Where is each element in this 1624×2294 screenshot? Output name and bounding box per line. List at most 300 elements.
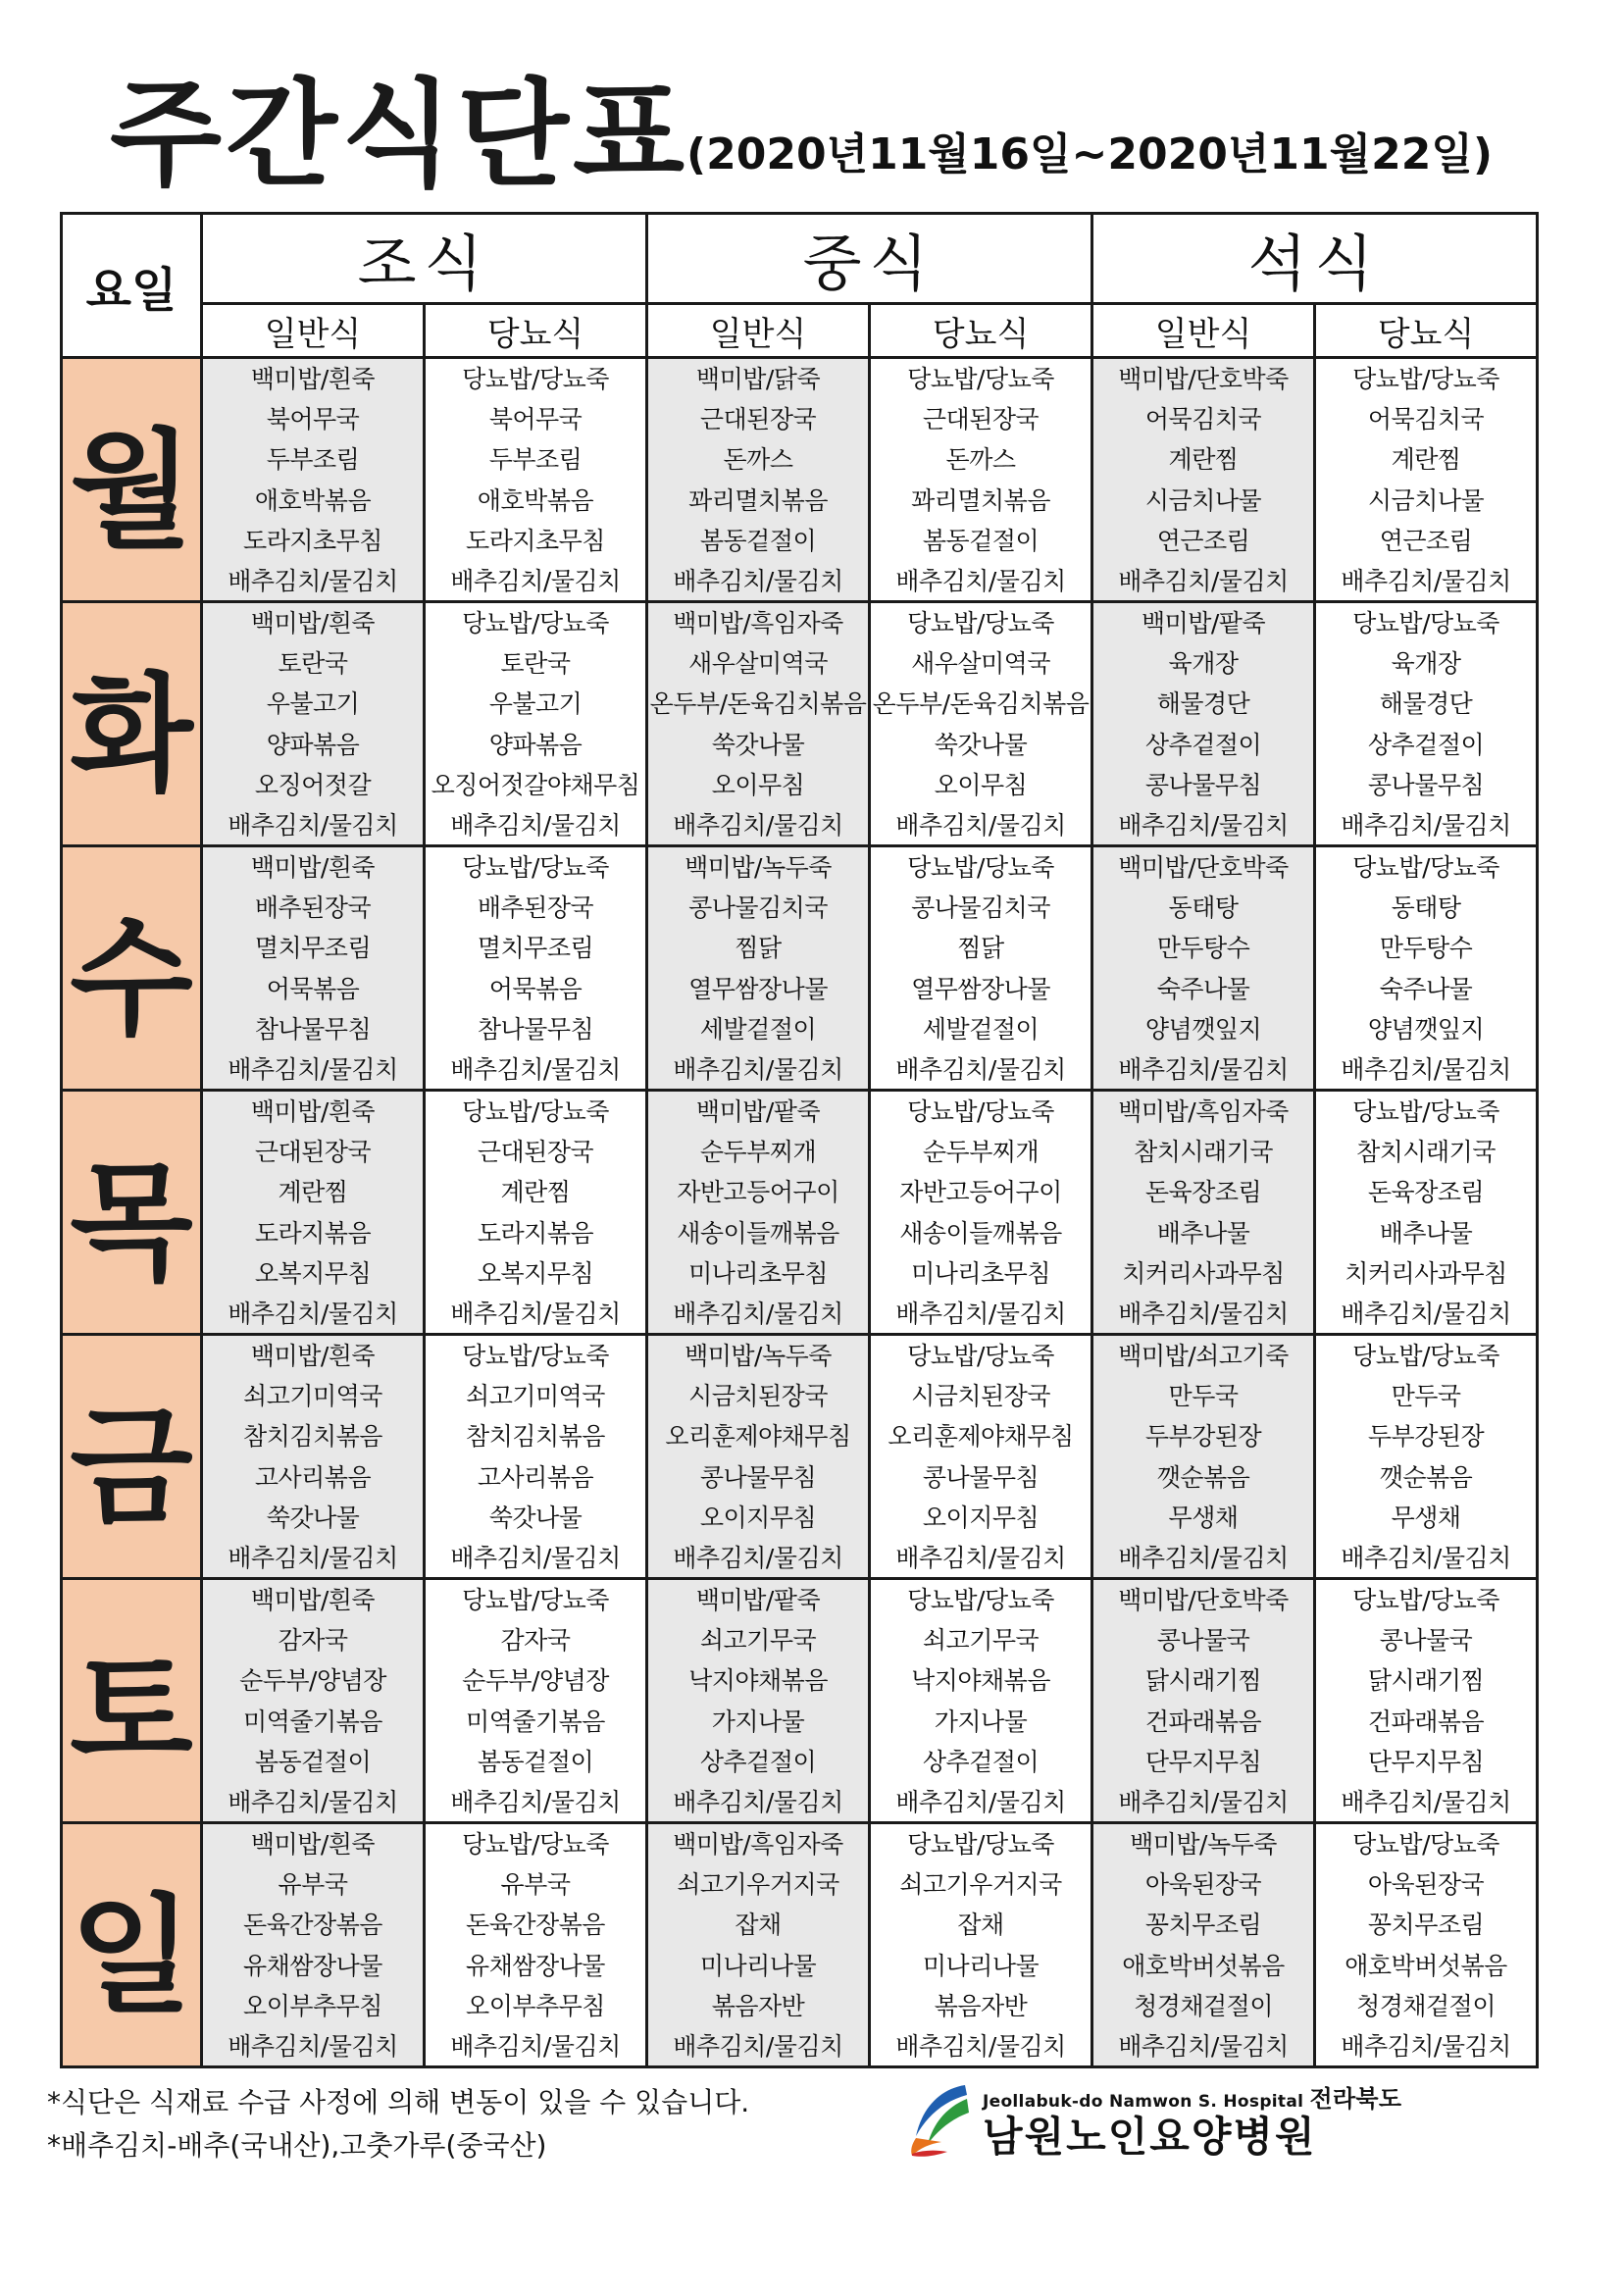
menu-cell	[647, 602, 870, 846]
menu-cell	[1092, 1579, 1315, 1823]
day-column-header: 요일	[62, 214, 202, 358]
menu-item: 돈까스	[945, 445, 1016, 475]
menu-cell	[425, 846, 647, 1091]
menu-item: 청경채겉절이	[1134, 1991, 1273, 2020]
menu-item: 백미밥/팥죽	[695, 1097, 821, 1126]
menu-item: 건파래볶음	[1144, 1707, 1262, 1736]
menu-item: 상추겉절이	[1367, 730, 1485, 759]
menu-item-list	[1316, 359, 1536, 600]
menu-item: 도라지볶음	[254, 1218, 372, 1248]
menu-item-list	[871, 1824, 1091, 2065]
menu-item: 찜닭	[957, 934, 1004, 963]
menu-item-list	[426, 1092, 645, 1333]
menu-item: 배추김치/물김치	[1341, 1299, 1511, 1328]
menu-cell	[647, 1335, 870, 1579]
menu-item: 오복지무침	[477, 1258, 594, 1288]
menu-cell	[1315, 1335, 1538, 1579]
menu-item: 아욱된장국	[1367, 1870, 1485, 1900]
diet-header-diabetic: 당뇨식	[425, 304, 647, 358]
menu-cell	[1315, 1091, 1538, 1335]
menu-item-list	[203, 603, 423, 844]
menu-item: 어묵볶음	[266, 974, 360, 1003]
menu-item-list	[648, 1092, 868, 1333]
menu-item: 당뇨밥/당뇨죽	[462, 1586, 609, 1614]
menu-item: 유채쌈장나물	[466, 1951, 605, 1980]
menu-item: 배추김치/물김치	[1118, 1543, 1289, 1572]
day-row	[62, 1823, 1538, 2067]
menu-cell	[1315, 846, 1538, 1091]
menu-item: 시금치나물	[1367, 485, 1485, 515]
menu-item: 두부강된장	[1144, 1422, 1262, 1452]
menu-item: 콩나물김치국	[688, 893, 828, 923]
menu-item: 순두부/양념장	[462, 1666, 609, 1696]
menu-cell	[425, 358, 647, 602]
menu-item: 돈까스	[723, 445, 793, 475]
menu-item: 만두국	[1391, 1382, 1461, 1411]
menu-item: 세발겉절이	[699, 1014, 817, 1044]
menu-item: 쇠고기미역국	[466, 1382, 605, 1411]
menu-cell	[202, 1335, 425, 1579]
menu-item: 배추김치/물김치	[673, 2031, 843, 2061]
menu-item: 백미밥/흑임자죽	[673, 1830, 843, 1859]
menu-item: 시금치된장국	[911, 1382, 1050, 1411]
menu-item: 배추김치/물김치	[1118, 810, 1289, 840]
menu-item: 배추김치/물김치	[228, 1299, 398, 1328]
menu-item: 새우살미역국	[911, 649, 1050, 679]
menu-item-list	[203, 1824, 423, 2065]
menu-item: 애호박볶음	[254, 485, 372, 515]
menu-item: 참나물무침	[477, 1014, 594, 1044]
menu-item: 두부조림	[488, 445, 583, 475]
menu-item: 단무지무침	[1144, 1747, 1262, 1776]
menu-item: 고사리볶음	[477, 1462, 594, 1492]
menu-item: 청경채겉절이	[1356, 1991, 1496, 2020]
menu-item: 애호박볶음	[477, 485, 594, 515]
menu-item-list	[1093, 1336, 1313, 1577]
day-label: 일	[62, 1823, 202, 2067]
menu-cell	[202, 1823, 425, 2067]
menu-item: 당뇨밥/당뇨죽	[1352, 1342, 1499, 1370]
logo-hospital-name: 남원노인요양병원	[983, 2113, 1317, 2161]
menu-item: 배추김치/물김치	[228, 1787, 398, 1816]
menu-item-list	[1093, 1824, 1313, 2065]
diet-header-general: 일반식	[1092, 304, 1315, 358]
menu-item: 배추김치/물김치	[895, 2031, 1066, 2061]
menu-item: 근대된장국	[477, 1138, 594, 1167]
diet-header-general: 일반식	[647, 304, 870, 358]
menu-item: 배추김치/물김치	[895, 1054, 1066, 1084]
menu-item-list	[203, 359, 423, 600]
menu-item: 당뇨밥/당뇨죽	[462, 853, 609, 882]
diet-header-diabetic: 당뇨식	[1315, 304, 1538, 358]
menu-item: 당뇨밥/당뇨죽	[462, 1830, 609, 1859]
menu-item: 당뇨밥/당뇨죽	[907, 365, 1054, 393]
menu-item: 새송이들깨볶음	[899, 1218, 1062, 1248]
day-label: 토	[62, 1579, 202, 1823]
menu-item: 동태탕	[1168, 893, 1239, 923]
menu-item: 배추김치/물김치	[895, 1787, 1066, 1816]
menu-item-list	[648, 603, 868, 844]
menu-item: 무생채	[1168, 1503, 1239, 1532]
menu-item: 배추김치/물김치	[1118, 1787, 1289, 1816]
logo-subtitle-kr: 전라북도	[1309, 2085, 1402, 2113]
day-label: 월	[62, 358, 202, 602]
menu-item: 배추김치/물김치	[673, 1299, 843, 1328]
menu-cell	[647, 358, 870, 602]
menu-cell	[202, 602, 425, 846]
menu-item: 당뇨밥/당뇨죽	[907, 1586, 1054, 1614]
menu-item: 양파볶음	[488, 730, 583, 759]
menu-item: 돈육장조림	[1367, 1178, 1485, 1207]
diet-header-general: 일반식	[202, 304, 425, 358]
menu-item: 미나리초무침	[911, 1258, 1050, 1288]
menu-item: 백미밥/단호박죽	[1118, 365, 1289, 393]
menu-item: 쇠고기무국	[922, 1626, 1040, 1656]
menu-cell	[870, 1335, 1092, 1579]
menu-item-list	[1316, 1580, 1536, 1821]
menu-item: 백미밥/녹두죽	[685, 1342, 832, 1370]
menu-item: 배추김치/물김치	[895, 1543, 1066, 1572]
logo-subtitle-en: Jeollabuk-do Namwon S. Hospital	[983, 2092, 1304, 2112]
menu-item-list	[1316, 1824, 1536, 2065]
menu-item: 열무쌈장나물	[688, 974, 828, 1003]
menu-item: 깻순볶음	[1156, 1462, 1250, 1492]
menu-item: 배추나물	[1379, 1218, 1473, 1248]
menu-item: 배추김치/물김치	[228, 566, 398, 595]
menu-item: 당뇨밥/당뇨죽	[1352, 609, 1499, 637]
menu-item: 봄동겉절이	[699, 526, 817, 555]
menu-cell	[870, 602, 1092, 846]
day-label: 수	[62, 846, 202, 1091]
menu-item: 찜닭	[735, 934, 782, 963]
menu-item: 배추김치/물김치	[673, 1543, 843, 1572]
menu-item: 배추나물	[1156, 1218, 1250, 1248]
menu-item: 숙주나물	[1156, 974, 1250, 1003]
menu-item: 미나리나물	[699, 1951, 817, 1980]
menu-item: 쇠고기우거지국	[899, 1870, 1062, 1900]
menu-cell	[425, 1579, 647, 1823]
menu-item: 순두부찌개	[699, 1138, 817, 1167]
menu-item: 배추김치/물김치	[895, 810, 1066, 840]
menu-item: 시금치된장국	[688, 1382, 828, 1411]
menu-item-list	[1093, 847, 1313, 1089]
menu-item: 우불고기	[488, 689, 583, 719]
menu-item: 당뇨밥/당뇨죽	[462, 365, 609, 393]
menu-item: 당뇨밥/당뇨죽	[1352, 365, 1499, 393]
menu-item: 북어무국	[488, 405, 583, 434]
title-row	[110, 67, 1522, 208]
menu-item: 배추김치/물김치	[450, 1054, 621, 1084]
menu-item: 오이무침	[711, 770, 805, 799]
menu-item: 백미밥/녹두죽	[1130, 1830, 1277, 1859]
menu-cell	[1315, 358, 1538, 602]
menu-item: 가지나물	[711, 1707, 805, 1736]
menu-item: 배추김치/물김치	[450, 566, 621, 595]
menu-item: 두부강된장	[1367, 1422, 1485, 1452]
menu-item: 자반고등어구이	[899, 1178, 1062, 1207]
menu-item-list	[426, 359, 645, 600]
menu-item: 당뇨밥/당뇨죽	[1352, 1586, 1499, 1614]
menu-item: 꽁치무조림	[1144, 1911, 1262, 1940]
menu-item: 배추김치/물김치	[895, 1299, 1066, 1328]
menu-cell	[425, 602, 647, 846]
menu-item-list	[1093, 1092, 1313, 1333]
menu-item: 백미밥/흰죽	[250, 853, 376, 882]
menu-item: 백미밥/팥죽	[1141, 609, 1266, 637]
menu-item: 배추김치/물김치	[450, 1787, 621, 1816]
meal-header-breakfast: 조식	[202, 214, 647, 304]
menu-item: 해물경단	[1379, 689, 1473, 719]
menu-item: 백미밥/팥죽	[695, 1586, 821, 1614]
menu-item: 쑥갓나물	[488, 1503, 583, 1532]
menu-item-list	[426, 1336, 645, 1577]
menu-item: 오복지무침	[254, 1258, 372, 1288]
menu-item-list	[871, 603, 1091, 844]
menu-item: 당뇨밥/당뇨죽	[907, 1342, 1054, 1370]
menu-item: 어묵김치국	[1144, 405, 1262, 434]
menu-item: 배추김치/물김치	[450, 2031, 621, 2061]
diet-header-diabetic: 당뇨식	[870, 304, 1092, 358]
day-label: 화	[62, 602, 202, 846]
menu-item: 쇠고기무국	[699, 1626, 817, 1656]
menu-item: 토란국	[278, 649, 348, 679]
menu-cell	[647, 846, 870, 1091]
menu-item: 돈육장조림	[1144, 1178, 1262, 1207]
menu-item: 쇠고기미역국	[243, 1382, 382, 1411]
menu-item: 콩나물무침	[1367, 770, 1485, 799]
menu-item: 근대된장국	[254, 1138, 372, 1167]
menu-item: 두부조림	[266, 445, 360, 475]
menu-item: 도라지초무침	[243, 526, 382, 555]
menu-item: 양념깻잎지	[1367, 1014, 1485, 1044]
menu-item: 배추김치/물김치	[450, 1543, 621, 1572]
menu-cell	[1315, 1579, 1538, 1823]
menu-item: 도라지볶음	[477, 1218, 594, 1248]
menu-item: 배추김치/물김치	[673, 810, 843, 840]
menu-item: 치커리사과무침	[1122, 1258, 1285, 1288]
menu-item: 육개장	[1391, 649, 1461, 679]
hospital-logo-mark-icon	[906, 2079, 977, 2158]
menu-item-list	[648, 1580, 868, 1821]
menu-cell	[1092, 602, 1315, 846]
menu-item: 꽈리멸치볶음	[688, 485, 828, 515]
menu-item: 아욱된장국	[1144, 1870, 1262, 1900]
menu-item: 배추김치/물김치	[1118, 1299, 1289, 1328]
menu-cell	[1092, 846, 1315, 1091]
menu-item: 배추김치/물김치	[1118, 2031, 1289, 2061]
menu-item-list	[871, 1092, 1091, 1333]
menu-item-list	[1093, 1580, 1313, 1821]
menu-item: 근대된장국	[922, 405, 1040, 434]
menu-item-list	[203, 1580, 423, 1821]
menu-item: 애호박버섯볶음	[1345, 1951, 1507, 1980]
menu-item-list	[1093, 603, 1313, 844]
menu-item: 배추김치/물김치	[228, 2031, 398, 2061]
menu-item: 감자국	[278, 1626, 348, 1656]
menu-item: 낙지야채볶음	[911, 1666, 1050, 1696]
menu-body	[62, 358, 1538, 2067]
menu-cell	[870, 846, 1092, 1091]
menu-item: 콩나물김치국	[911, 893, 1050, 923]
menu-item: 미역줄기볶음	[243, 1707, 382, 1736]
page-title: 주간식단표	[110, 67, 688, 202]
menu-cell	[870, 358, 1092, 602]
menu-item: 잡채	[957, 1911, 1004, 1940]
menu-item: 해물경단	[1156, 689, 1250, 719]
menu-item-list	[426, 847, 645, 1089]
menu-item: 잡채	[735, 1911, 782, 1940]
menu-item: 미나리나물	[922, 1951, 1040, 1980]
menu-item: 오이부추무침	[466, 1991, 605, 2020]
menu-item: 어묵김치국	[1367, 405, 1485, 434]
menu-item: 유부국	[500, 1870, 571, 1900]
menu-item: 계란찜	[500, 1178, 571, 1207]
menu-item: 배추김치/물김치	[228, 1543, 398, 1572]
menu-item: 순두부/양념장	[239, 1666, 386, 1696]
menu-item: 낙지야채볶음	[688, 1666, 828, 1696]
menu-item: 오이지무침	[922, 1503, 1040, 1532]
menu-item: 당뇨밥/당뇨죽	[907, 1097, 1054, 1126]
menu-item: 고사리볶음	[254, 1462, 372, 1492]
menu-item-list	[1316, 1092, 1536, 1333]
menu-cell	[647, 1579, 870, 1823]
menu-item: 우불고기	[266, 689, 360, 719]
menu-item: 만두국	[1168, 1382, 1239, 1411]
menu-item: 숙주나물	[1379, 974, 1473, 1003]
menu-item: 상추겉절이	[922, 1747, 1040, 1776]
footnote: *배추김치-배추(국내산),고춧가루(중국산)	[47, 2129, 547, 2162]
menu-item: 참치시래기국	[1356, 1138, 1496, 1167]
menu-item: 백미밥/단호박죽	[1118, 853, 1289, 882]
menu-item: 당뇨밥/당뇨죽	[1352, 853, 1499, 882]
menu-item: 배추김치/물김치	[228, 810, 398, 840]
meal-header-lunch: 중식	[647, 214, 1092, 304]
menu-item-list	[871, 1580, 1091, 1821]
menu-table	[60, 212, 1539, 2068]
menu-item: 순두부찌개	[922, 1138, 1040, 1167]
menu-item-list	[1316, 847, 1536, 1089]
menu-item-list	[426, 1580, 645, 1821]
menu-item: 콩나물무침	[1144, 770, 1262, 799]
menu-item: 배추김치/물김치	[673, 1787, 843, 1816]
menu-cell	[202, 358, 425, 602]
menu-item: 백미밥/흑임자죽	[1118, 1097, 1289, 1126]
menu-item: 유채쌈장나물	[243, 1951, 382, 1980]
menu-cell	[425, 1823, 647, 2067]
menu-item: 오이지무침	[699, 1503, 817, 1532]
menu-item: 당뇨밥/당뇨죽	[462, 609, 609, 637]
menu-cell	[202, 1091, 425, 1335]
menu-item: 당뇨밥/당뇨죽	[462, 1342, 609, 1370]
menu-item: 새우살미역국	[688, 649, 828, 679]
menu-item: 꽁치무조림	[1367, 1911, 1485, 1940]
menu-item: 온두부/돈육김치볶음	[649, 689, 867, 719]
menu-item: 배추김치/물김치	[1341, 2031, 1511, 2061]
menu-item: 계란찜	[1391, 445, 1461, 475]
period-label: (2020년11월16일~2020년11월22일)	[686, 129, 1493, 179]
menu-item-list	[871, 847, 1091, 1089]
menu-item: 단무지무침	[1367, 1747, 1485, 1776]
menu-item: 도라지초무침	[466, 526, 605, 555]
menu-item: 미나리초무침	[688, 1258, 828, 1288]
menu-cell	[1092, 1091, 1315, 1335]
menu-item: 볶음자반	[711, 1991, 805, 2020]
menu-item: 깻순볶음	[1379, 1462, 1473, 1492]
menu-item: 닭시래기찜	[1367, 1666, 1485, 1696]
menu-item: 배추김치/물김치	[450, 1299, 621, 1328]
meal-header-dinner: 석식	[1092, 214, 1538, 304]
menu-item: 쇠고기우거지국	[677, 1870, 839, 1900]
menu-cell	[870, 1091, 1092, 1335]
day-row	[62, 846, 1538, 1091]
menu-item: 연근조림	[1379, 526, 1473, 555]
menu-item-list	[648, 1824, 868, 2065]
menu-item: 만두탕수	[1379, 934, 1473, 963]
menu-item: 쑥갓나물	[266, 1503, 360, 1532]
menu-item-list	[426, 603, 645, 844]
menu-item: 어묵볶음	[488, 974, 583, 1003]
menu-item: 감자국	[500, 1626, 571, 1656]
menu-item: 백미밥/닭죽	[695, 365, 821, 393]
menu-item: 근대된장국	[699, 405, 817, 434]
menu-item: 배추된장국	[254, 893, 372, 923]
menu-item: 상추겉절이	[1144, 730, 1262, 759]
menu-item: 당뇨밥/당뇨죽	[907, 853, 1054, 882]
menu-cell	[1315, 602, 1538, 846]
menu-item: 백미밥/쇠고기죽	[1118, 1342, 1289, 1370]
menu-cell	[870, 1579, 1092, 1823]
menu-item: 동태탕	[1391, 893, 1461, 923]
menu-item: 배추김치/물김치	[673, 566, 843, 595]
menu-item: 당뇨밥/당뇨죽	[907, 1830, 1054, 1859]
menu-item: 온두부/돈육김치볶음	[872, 689, 1090, 719]
menu-item: 배추김치/물김치	[1341, 1054, 1511, 1084]
menu-item: 연근조림	[1156, 526, 1250, 555]
menu-item: 배추김치/물김치	[228, 1054, 398, 1084]
menu-cell	[202, 846, 425, 1091]
menu-item: 배추김치/물김치	[1341, 1543, 1511, 1572]
footnotes	[47, 2081, 749, 2167]
day-row	[62, 1579, 1538, 1823]
menu-item-list	[426, 1824, 645, 2065]
menu-item-list	[871, 359, 1091, 600]
menu-item: 배추김치/물김치	[1118, 566, 1289, 595]
menu-item: 북어무국	[266, 405, 360, 434]
menu-item: 열무쌈장나물	[911, 974, 1050, 1003]
menu-cell	[647, 1823, 870, 2067]
menu-item-list	[1316, 1336, 1536, 1577]
menu-item: 당뇨밥/당뇨죽	[1352, 1830, 1499, 1859]
menu-item: 배추김치/물김치	[1341, 810, 1511, 840]
menu-item: 참치김치볶음	[243, 1422, 382, 1452]
menu-item: 멸치무조림	[477, 934, 594, 963]
menu-item: 콩나물국	[1156, 1626, 1250, 1656]
menu-cell	[425, 1091, 647, 1335]
day-label: 금	[62, 1335, 202, 1579]
menu-item: 육개장	[1168, 649, 1239, 679]
menu-item-list	[203, 1336, 423, 1577]
day-row	[62, 1091, 1538, 1335]
day-row	[62, 602, 1538, 846]
menu-item: 백미밥/흰죽	[250, 1097, 376, 1126]
menu-item: 돈육간장볶음	[243, 1911, 382, 1940]
menu-item: 시금치나물	[1144, 485, 1262, 515]
menu-item: 배추김치/물김치	[673, 1054, 843, 1084]
menu-item: 양념깻잎지	[1144, 1014, 1262, 1044]
menu-cell	[202, 1579, 425, 1823]
menu-cell	[1092, 1823, 1315, 2067]
menu-item-list	[1093, 359, 1313, 600]
